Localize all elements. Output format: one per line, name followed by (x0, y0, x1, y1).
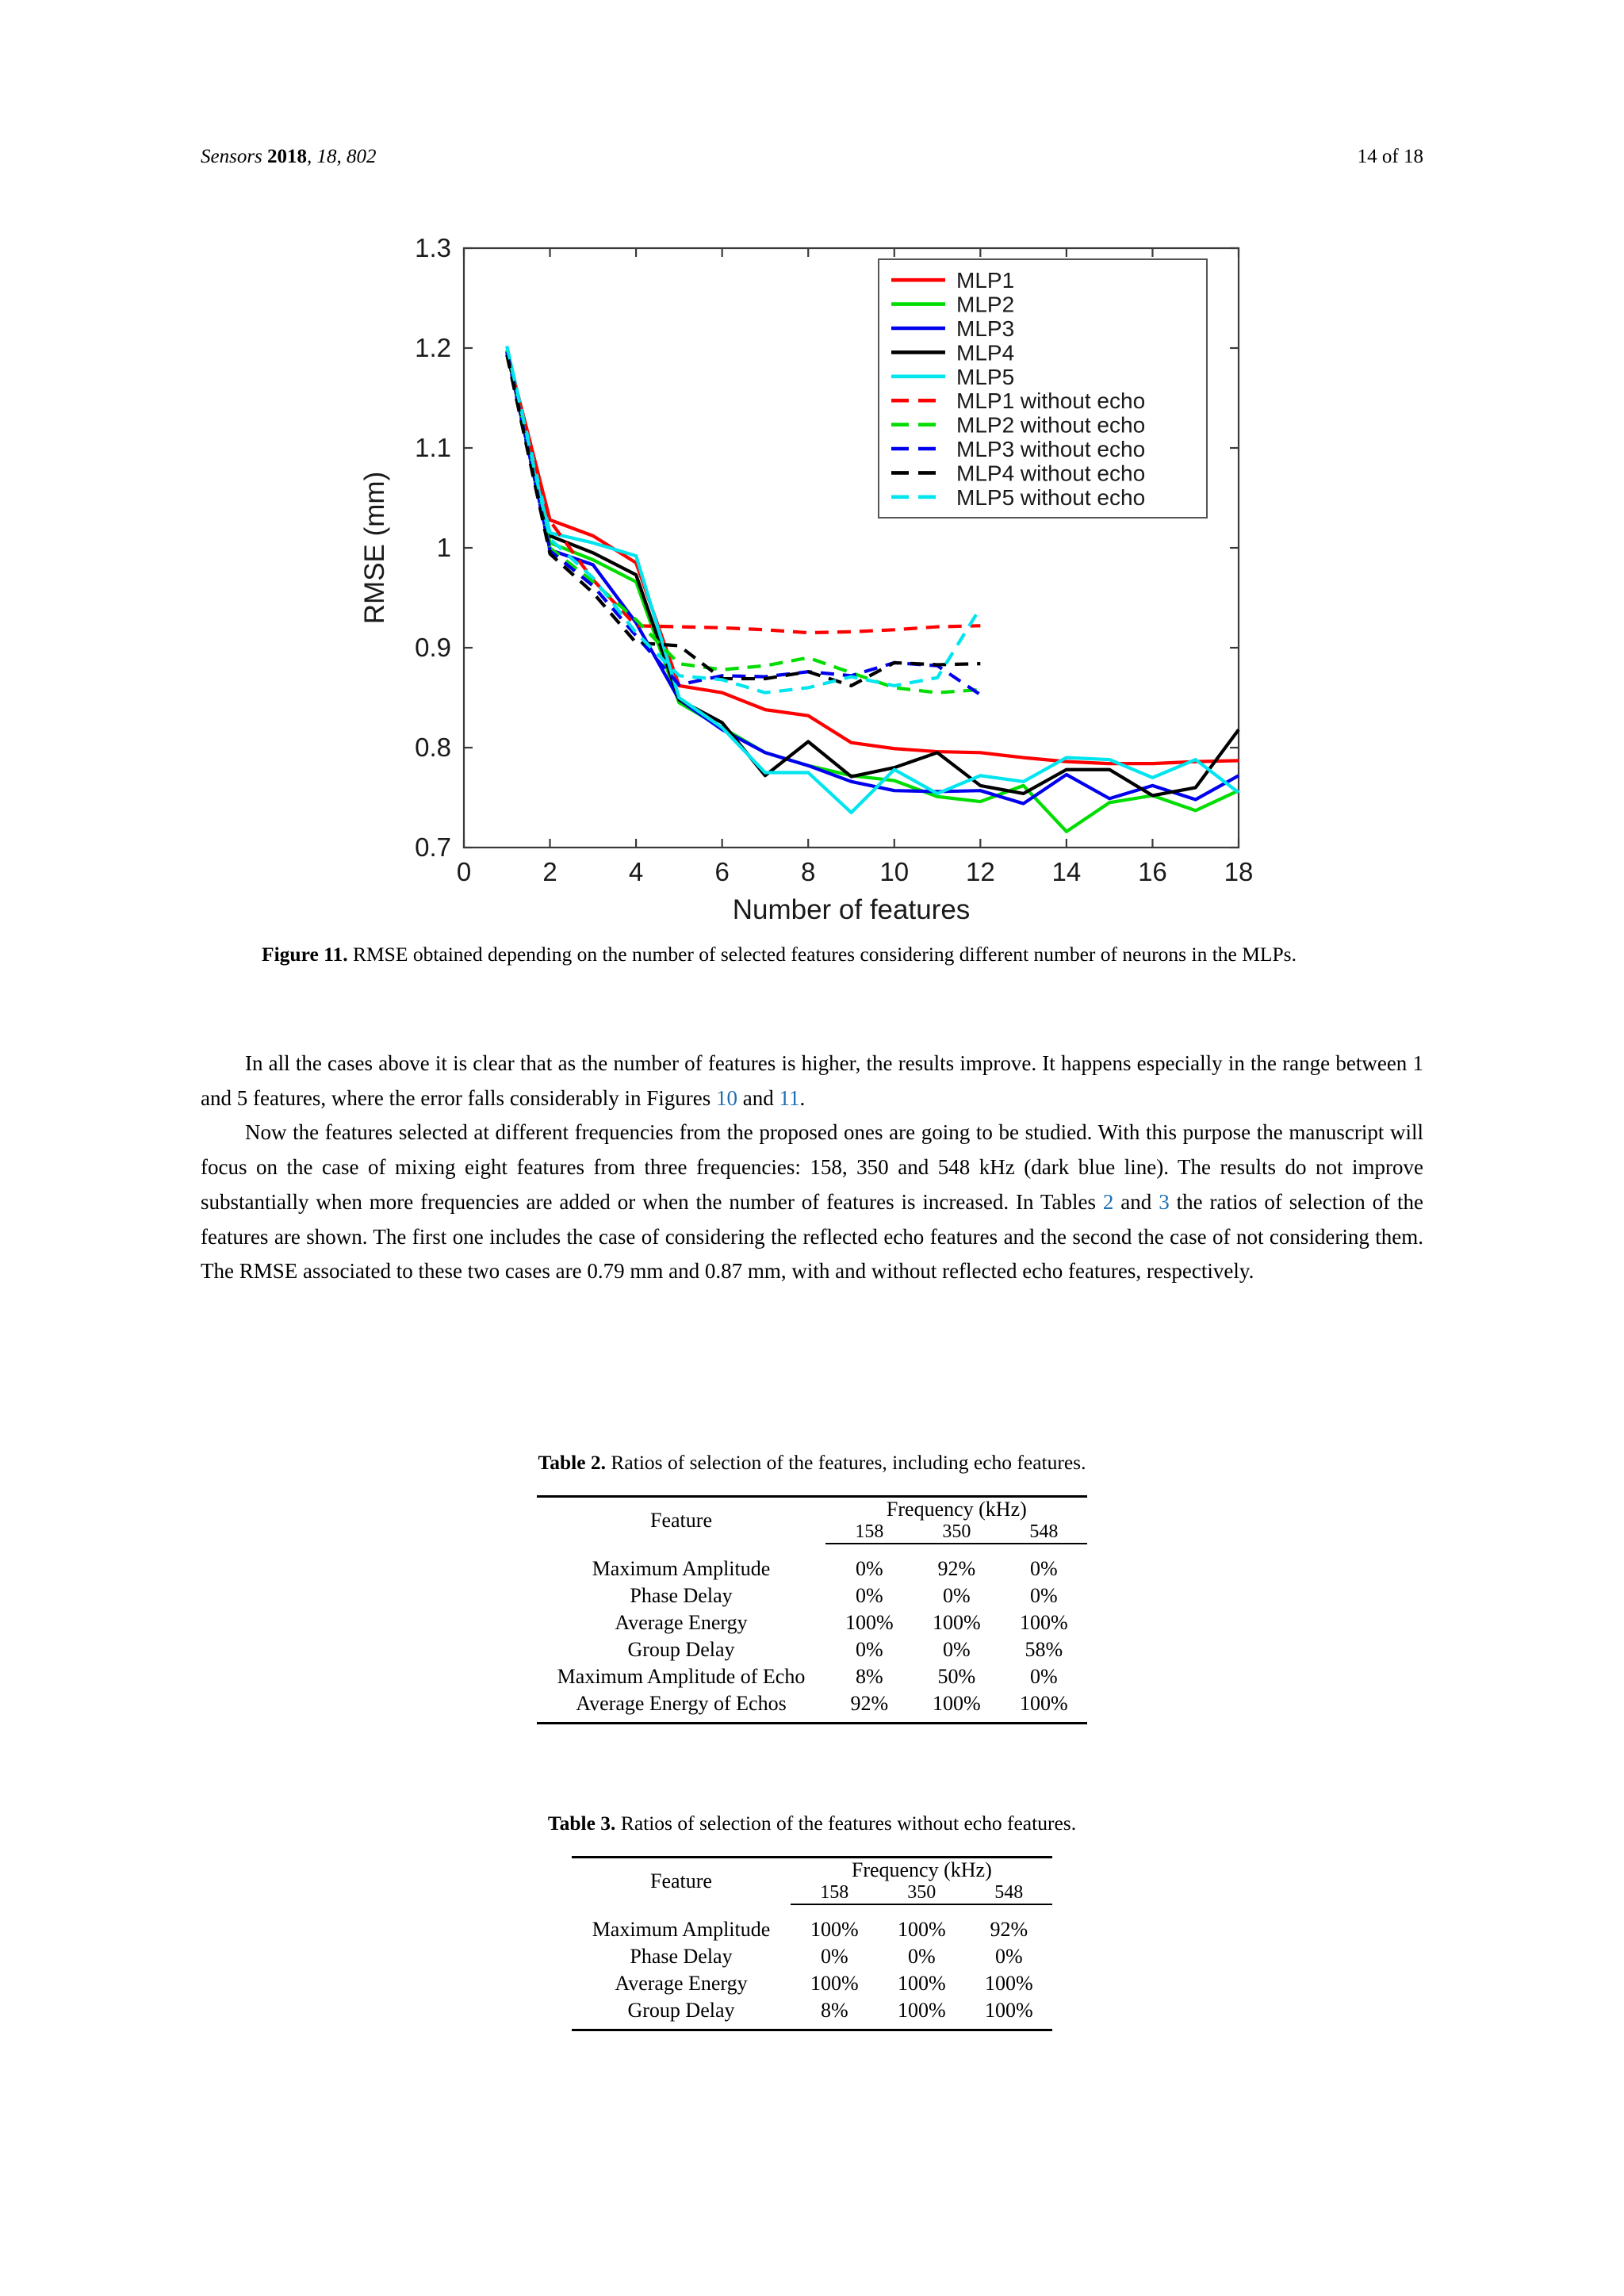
x-tick-label: 2 (542, 857, 557, 886)
table-3-r3-v350: 100% (897, 1999, 946, 2022)
legend-label: MLP3 (956, 316, 1015, 341)
journal-reference (201, 146, 377, 168)
table-2-r2-v548: 100% (1020, 1611, 1068, 1634)
table-3-r0-v350: 100% (897, 1918, 946, 1941)
table-3-group-header-row (572, 1858, 1053, 1883)
legend-label: MLP3 without echo (956, 437, 1146, 461)
table-2-r5-feature: Average Energy of Echos (576, 1692, 787, 1715)
table-2-r0-feature: Maximum Amplitude (592, 1557, 771, 1580)
table-row (537, 1636, 1088, 1663)
table-2-r3-v548: 58% (1025, 1638, 1063, 1661)
table-2-caption-label: Table 2. (538, 1451, 607, 1474)
x-tick-label: 10 (879, 857, 910, 886)
table-3-header-spacer (572, 1904, 1053, 1916)
table-row (537, 1690, 1088, 1717)
x-tick-label: 4 (628, 857, 644, 886)
table-2-caption-text: Ratios of selection of the features, including echo features. (606, 1451, 1086, 1474)
legend-label: MLP4 (956, 340, 1015, 365)
table-3-block (201, 1812, 1423, 2031)
table-2-header-spacer (537, 1544, 1088, 1556)
table-2-link[interactable]: 2 (1102, 1189, 1114, 1214)
table-2-r1-v350: 0% (943, 1584, 971, 1607)
table-2-r4-v350: 50% (937, 1665, 976, 1688)
table-3-r3-v158: 8% (820, 1999, 848, 2022)
x-tick-label: 8 (801, 857, 816, 886)
page-number: 14 of 18 (1357, 146, 1423, 167)
figure-10-link[interactable]: 10 (716, 1085, 738, 1110)
x-axis-label: Number of features (732, 894, 971, 925)
table-3 (572, 1856, 1053, 2031)
x-tick-label: 12 (965, 857, 995, 886)
y-tick-label: 0.7 (415, 832, 451, 862)
table-2-r2-v350: 100% (933, 1611, 981, 1634)
table-3-r1-feature: Phase Delay (630, 1945, 733, 1968)
running-head (201, 146, 1423, 168)
figure-caption-text: RMSE obtained depending on the number of selected features considering different number of neurons in the MLPs. (347, 943, 1297, 966)
table-2-r1-v158: 0% (856, 1584, 883, 1607)
table-2 (537, 1495, 1088, 1724)
y-tick-label: 0.9 (415, 633, 451, 662)
table-3-frequency-group-header: Frequency (kHz) (791, 1858, 1052, 1883)
table-row (537, 1609, 1088, 1636)
table-row (572, 1997, 1053, 2024)
x-tick-label: 0 (456, 857, 472, 886)
legend-label: MLP5 without echo (956, 484, 1146, 510)
table-3-r3-v548: 100% (984, 1999, 1033, 2022)
table-2-r1-feature: Phase Delay (630, 1584, 733, 1607)
table-3-caption-label: Table 3. (547, 1812, 616, 1835)
paragraph-1-conj: and (737, 1085, 779, 1110)
table-3-r1-v548: 0% (994, 1945, 1023, 1968)
y-tick-label: 1.3 (415, 233, 451, 262)
x-tick-label: 14 (1051, 857, 1082, 886)
x-tick-label: 18 (1224, 857, 1254, 886)
paragraph-1-part-a: In all the cases above it is clear that as the number of features is higher, the results improve. It happens especially in the range between 1 and 5 features, where the error falls considerably in Figures (201, 1051, 1423, 1110)
table-3-freq-350: 350 (878, 1882, 965, 1904)
figure-11-link[interactable]: 11 (779, 1085, 800, 1110)
table-3-r2-feature: Average Energy (615, 1972, 748, 1995)
legend-label: MLP4 without echo (956, 461, 1146, 486)
paragraph-2-part-c: the ratios of selection of the features are shown. The first one includes the case of considering the reflected echo features and the second the case of not considering them. The RMSE associated to these two cases are 0.79 mm and 0.87 mm, with and without reflected echo features, respectively. (201, 1189, 1423, 1284)
table-3-caption-text: Ratios of selection of the features without echo features. (615, 1812, 1077, 1835)
figure-11 (349, 226, 1285, 925)
table-3-r1-v158: 0% (820, 1945, 848, 1968)
table-3-freq-158: 158 (791, 1882, 878, 1904)
table-row (537, 1663, 1088, 1690)
table-2-r4-feature: Maximum Amplitude of Echo (557, 1665, 806, 1688)
y-tick-label: 1.2 (415, 333, 451, 362)
table-2-bottom-rule (537, 1717, 1088, 1724)
table-2-r5-v548: 100% (1020, 1692, 1068, 1715)
table-3-link[interactable]: 3 (1159, 1189, 1170, 1214)
x-tick-label: 16 (1138, 857, 1167, 886)
table-2-r2-feature: Average Energy (615, 1611, 748, 1634)
legend-label: MLP5 (956, 364, 1015, 389)
table-2-freq-350: 350 (913, 1521, 1000, 1544)
legend-label: MLP1 (956, 268, 1015, 293)
legend-label: MLP2 (956, 292, 1015, 317)
table-2-frequency-group-header: Frequency (kHz) (825, 1497, 1087, 1522)
journal-year: 2018 (267, 146, 308, 167)
table-2-r2-v158: 100% (845, 1611, 894, 1634)
table-3-r2-v548: 100% (984, 1972, 1033, 1995)
table-2-r1-v548: 0% (1030, 1584, 1058, 1607)
table-3-r0-feature: Maximum Amplitude (592, 1918, 771, 1941)
table-3-r2-v158: 100% (810, 1972, 859, 1995)
table-3-r0-v158: 100% (810, 1918, 859, 1941)
table-2-r3-feature: Group Delay (627, 1638, 735, 1661)
table-2-feature-header: Feature (537, 1497, 826, 1544)
paragraph-1-part-c: . (799, 1085, 806, 1110)
figure-caption-label: Figure 11. (262, 943, 348, 966)
y-tick-label: 1.1 (415, 433, 451, 462)
table-2-r3-v158: 0% (856, 1638, 883, 1661)
table-2-r5-v350: 100% (933, 1692, 981, 1715)
legend-label: MLP1 without echo (956, 388, 1146, 414)
journal-volume-issue: , 18, 802 (307, 146, 377, 167)
legend-label: MLP2 without echo (956, 412, 1146, 438)
x-tick-label: 6 (714, 857, 730, 886)
table-row (572, 1916, 1053, 1943)
table-2-r0-v158: 0% (856, 1557, 883, 1580)
table-2-r0-v350: 92% (937, 1557, 976, 1580)
table-3-freq-548: 548 (965, 1882, 1052, 1904)
rmse-line-chart (349, 226, 1285, 925)
table-3-r0-v548: 92% (990, 1918, 1028, 1941)
table-2-r0-v548: 0% (1030, 1557, 1058, 1580)
table-2-caption (201, 1451, 1423, 1475)
table-row (572, 1943, 1053, 1970)
paragraph-2-part-a: Now the features selected at different frequencies from the proposed ones are going to be studied. With this purpose the manuscript will focus on the case of mixing eight features from three frequencies: 158, 350 and 548 kHz (dark blue line). The results do not improve substantially when more frequencies are added or when the number of features is increased. In Tables (201, 1120, 1423, 1214)
paragraph-2 (201, 1115, 1423, 1289)
table-3-feature-header: Feature (572, 1858, 791, 1905)
table-2-r5-v158: 92% (850, 1692, 889, 1715)
table-3-r3-feature: Group Delay (627, 1999, 735, 2022)
table-row (537, 1582, 1088, 1609)
y-axis-label: RMSE (mm) (359, 471, 390, 625)
table-2-r4-v548: 0% (1030, 1665, 1058, 1688)
table-3-caption (201, 1812, 1423, 1835)
table-2-r3-v350: 0% (943, 1638, 971, 1661)
table-row (537, 1556, 1088, 1582)
table-row (572, 1970, 1053, 1997)
table-2-freq-548: 548 (1000, 1521, 1087, 1544)
table-3-r2-v350: 100% (897, 1972, 946, 1995)
table-3-bottom-rule (572, 2024, 1053, 2030)
table-2-freq-158: 158 (825, 1521, 913, 1544)
y-tick-label: 1 (436, 533, 451, 562)
table-2-group-header-row (537, 1497, 1088, 1522)
y-tick-label: 0.8 (415, 733, 451, 762)
table-2-r4-v158: 8% (856, 1665, 883, 1688)
journal-name: Sensors (201, 146, 262, 167)
table-3-r1-v350: 0% (907, 1945, 936, 1968)
body-text (201, 1047, 1423, 1289)
paragraph-1 (201, 1047, 1423, 1115)
figure-caption (262, 939, 1372, 970)
paragraph-2-conj: and (1113, 1189, 1159, 1214)
table-2-block (201, 1451, 1423, 1724)
